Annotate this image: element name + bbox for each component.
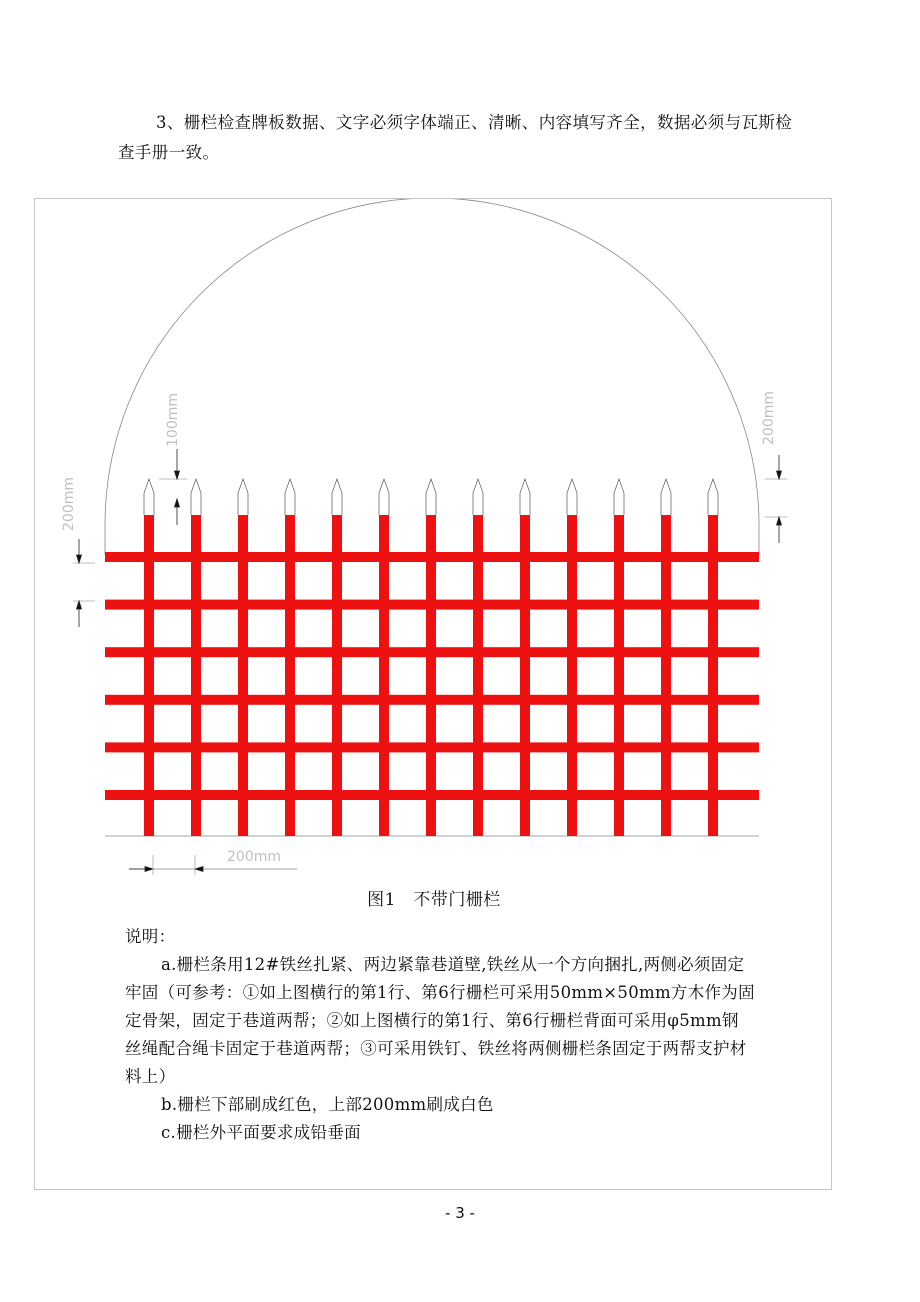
dim-left-arrow-2 (77, 601, 82, 609)
fence-spike (661, 479, 671, 515)
dim-top-arrow (175, 471, 180, 479)
fence-spike (238, 479, 248, 515)
fence-spike (473, 479, 483, 515)
fence-spike (520, 479, 530, 515)
dim-bottom-arrow-2 (195, 867, 203, 872)
fence-spike (614, 479, 624, 515)
dim-right-arrow (777, 471, 782, 479)
fence-vertical-bar (379, 515, 389, 836)
fence-spike (379, 479, 389, 515)
fence-vertical-bar (144, 515, 154, 836)
dim-bottom-arrow-1 (145, 867, 153, 872)
fence-vertical-bar (473, 515, 483, 836)
fence-vertical-bar (191, 515, 201, 836)
notes-heading: 说明： (125, 927, 176, 946)
fence-drawing (35, 199, 833, 879)
fence-vertical-bar (332, 515, 342, 836)
label-left-height: 200mm (61, 477, 77, 531)
figure-frame (34, 198, 832, 1190)
figure-caption: 图1 不带门栅栏 (367, 890, 501, 910)
fence-spike (144, 479, 154, 515)
fence-bars (105, 479, 759, 836)
page-number: - 3 - (445, 1204, 475, 1222)
fence-spike (426, 479, 436, 515)
notes-section (125, 923, 755, 1147)
dim-top-arrow-2 (175, 499, 180, 507)
fence-vertical-bar (661, 515, 671, 836)
fence-vertical-bar (426, 515, 436, 836)
fence-vertical-bar (708, 515, 718, 836)
fence-vertical-bar (520, 515, 530, 836)
note-item-b: b.栅栏下部刷成红色，上部200mm刷成白色 (161, 1095, 494, 1114)
dim-right-arrow-2 (777, 517, 782, 525)
fence-vertical-bar (238, 515, 248, 836)
fence-spike (191, 479, 201, 515)
label-right-height: 200mm (761, 391, 777, 445)
label-top-spike: 100mm (165, 393, 181, 447)
note-item-c: c.栅栏外平面要求成铅垂面 (161, 1123, 361, 1142)
label-bottom-spacing: 200mm (227, 849, 281, 865)
note-item-a: a.栅栏条用12#铁丝扎紧、两边紧靠巷道壁,铁丝从一个方向捆扎,两侧必须固定牢固（可参考：①如上图横行的第1行、第6行栅栏可采用50mm×50mm方木作为固定骨架，固定于巷道两帮；②如上图横行的第1行、第6行栅栏背面可采用φ5mm钢丝绳配合绳卡固定于巷道两帮；③可采用铁钉、铁丝将两侧栅栏条固定于两帮支护材料上） (125, 955, 755, 1086)
fence-vertical-bar (614, 515, 624, 836)
dim-left-arrow (77, 555, 82, 563)
intro-paragraph: 3、栅栏检查牌板数据、文字必须字体端正、清晰、内容填写齐全，数据必须与瓦斯检查手册一致。 (118, 113, 793, 162)
fence-vertical-bar (285, 515, 295, 836)
fence-spike (567, 479, 577, 515)
fence-vertical-bar (567, 515, 577, 836)
fence-spike (708, 479, 718, 515)
fence-spike (332, 479, 342, 515)
fence-spike (285, 479, 295, 515)
